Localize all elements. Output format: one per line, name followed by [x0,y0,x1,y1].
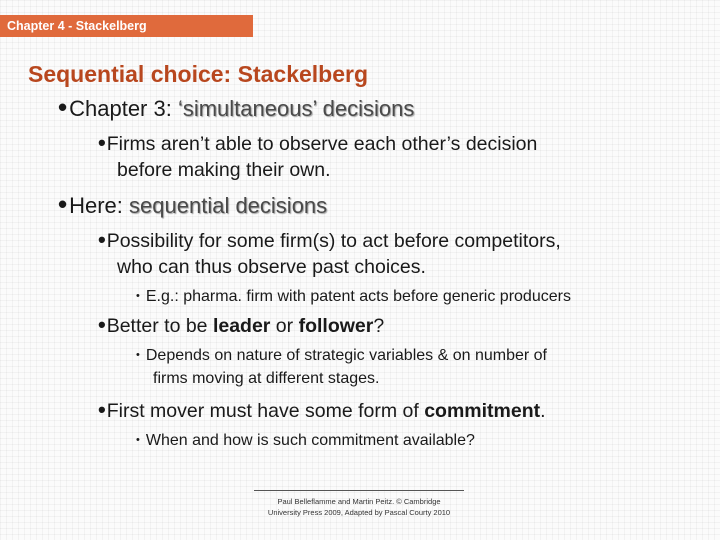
chapter-label: Chapter 4 - Stackelberg [7,19,147,33]
bullet-observe-continuation [117,158,331,182]
bullet-leader-follower [98,313,384,338]
follower-word: follower [298,315,374,337]
leader-word: leader [212,315,271,337]
bullet-depends-line2: firms moving at different stages. [153,370,380,387]
bullet-depends-line1: Depends on nature of strategic variables & on number of [145,347,547,364]
bullet-possibility-line1: Possibility for some firm(s) to act before competitors, [106,230,561,252]
bullet-possibility-line2: who can thus observe past choices. [117,256,426,278]
bullet-chapter3-emphasis: ‘simultaneous’ decisions [177,96,415,121]
bullet-observe-line2: before making their own. [117,159,331,181]
bullet-when-how [136,428,475,453]
bullet-icon: • [136,349,140,361]
bullet-commitment [98,398,546,423]
bullet-here-emphasis: sequential decisions [129,193,328,218]
bullet-observe [98,131,537,156]
footer-line2: University Press 2009, Adapted by Pascal Courty 2010 [267,508,451,517]
footer-line1: Paul Belleflamme and Martin Peitz. © Cambridge [277,497,441,506]
bullet-depends [136,343,547,368]
bullet-possibility-continuation [117,255,426,279]
commitment-word: commitment [424,400,541,422]
bullet-icon: • [136,290,140,302]
commitment-pre: First mover must have some form of [106,400,425,422]
chapter-header [0,15,253,37]
bullet-here-prefix: Here: [69,193,130,218]
bullet-icon: • [98,397,106,422]
bullet-icon: • [58,189,68,219]
footer-credit [254,490,464,518]
bullet-when-how-text: When and how is such commitment available? [145,432,475,449]
bullet-example-text: E.g.: pharma. firm with patent acts before generic producers [145,288,571,305]
bullet-depends-continuation [153,367,379,391]
bullet-icon: • [98,312,106,337]
bullet-example [136,284,571,309]
leader-post: ? [373,315,385,337]
bullet-observe-line1: Firms aren’t able to observe each other’s decision [106,133,538,155]
bullet-chapter3-prefix: Chapter 3: [69,96,178,121]
bullet-icon: • [98,227,106,252]
slide-title: Sequential choice: Stackelberg [28,61,369,87]
commitment-post: . [540,400,546,422]
bullet-icon: • [98,130,106,155]
bullet-here [58,191,327,219]
bullet-possibility [98,228,561,253]
bullet-icon: • [58,92,68,122]
bullet-chapter3 [58,94,414,122]
leader-mid: or [270,315,299,337]
leader-pre: Better to be [106,315,213,337]
bullet-icon: • [136,434,140,446]
